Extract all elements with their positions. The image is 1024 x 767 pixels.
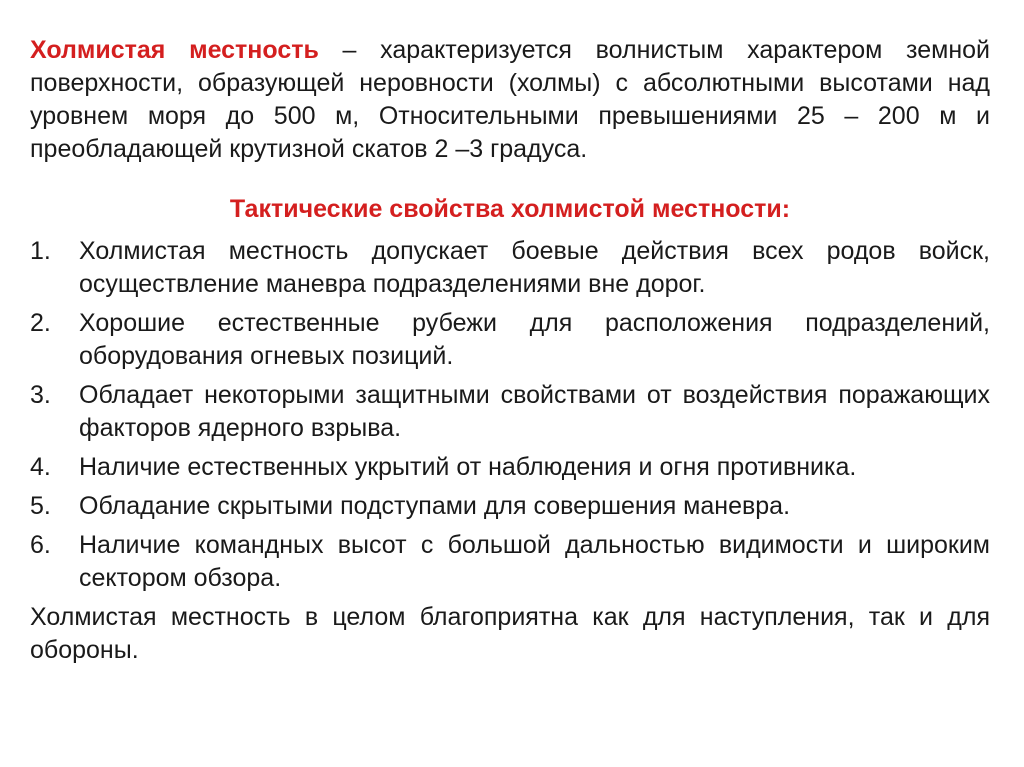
list-item-text: Обладание скрытыми подступами для совершения маневра. [79,492,791,520]
list-item-number: 3. [30,381,51,409]
term-definition: – характеризуется волнистым характером земной поверхности, образующей неровности (холмы) с абсолютными высотами над уровнем моря до 500 м, Относительными превышениями 25 – 200 м и преобладающей крутизной скатов 2 –3 градуса. [30,36,990,163]
list-item-number: 5. [30,492,51,520]
list-item-text: Наличие естественных укрытий от наблюдения и огня противника. [79,453,857,481]
intro-paragraph [30,34,990,166]
list-item-text: Обладает некоторыми защитными свойствами от воздействия поражающих факторов ядерного взрыва. [79,381,990,442]
term-highlight: Холмистая местность [30,36,319,64]
list-item-text: Холмистая местность допускает боевые действия всех родов войск, осуществление маневра подразделениями вне дорог. [79,237,990,298]
list-item-number: 6. [30,531,51,559]
list-item [30,451,990,484]
list-item-number: 2. [30,309,51,337]
list-item-text: Наличие командных высот с большой дальностью видимости и широким сектором обзора. [79,531,990,592]
list-item-text: Хорошие естественные рубежи для расположения подразделений, оборудования огневых позиций. [79,309,990,370]
conclusion-paragraph: Холмистая местность в целом благоприятна как для наступления, так и для обороны. [30,603,990,664]
slide-content [30,34,990,667]
tactical-properties-list [30,235,990,595]
section-heading: Тактические свойства холмистой местности: [229,195,791,223]
list-item-number: 1. [30,237,51,265]
list-item [30,490,990,523]
list-item [30,379,990,445]
list-item [30,529,990,595]
list-item [30,235,990,301]
list-item-number: 4. [30,453,51,481]
list-item [30,307,990,373]
